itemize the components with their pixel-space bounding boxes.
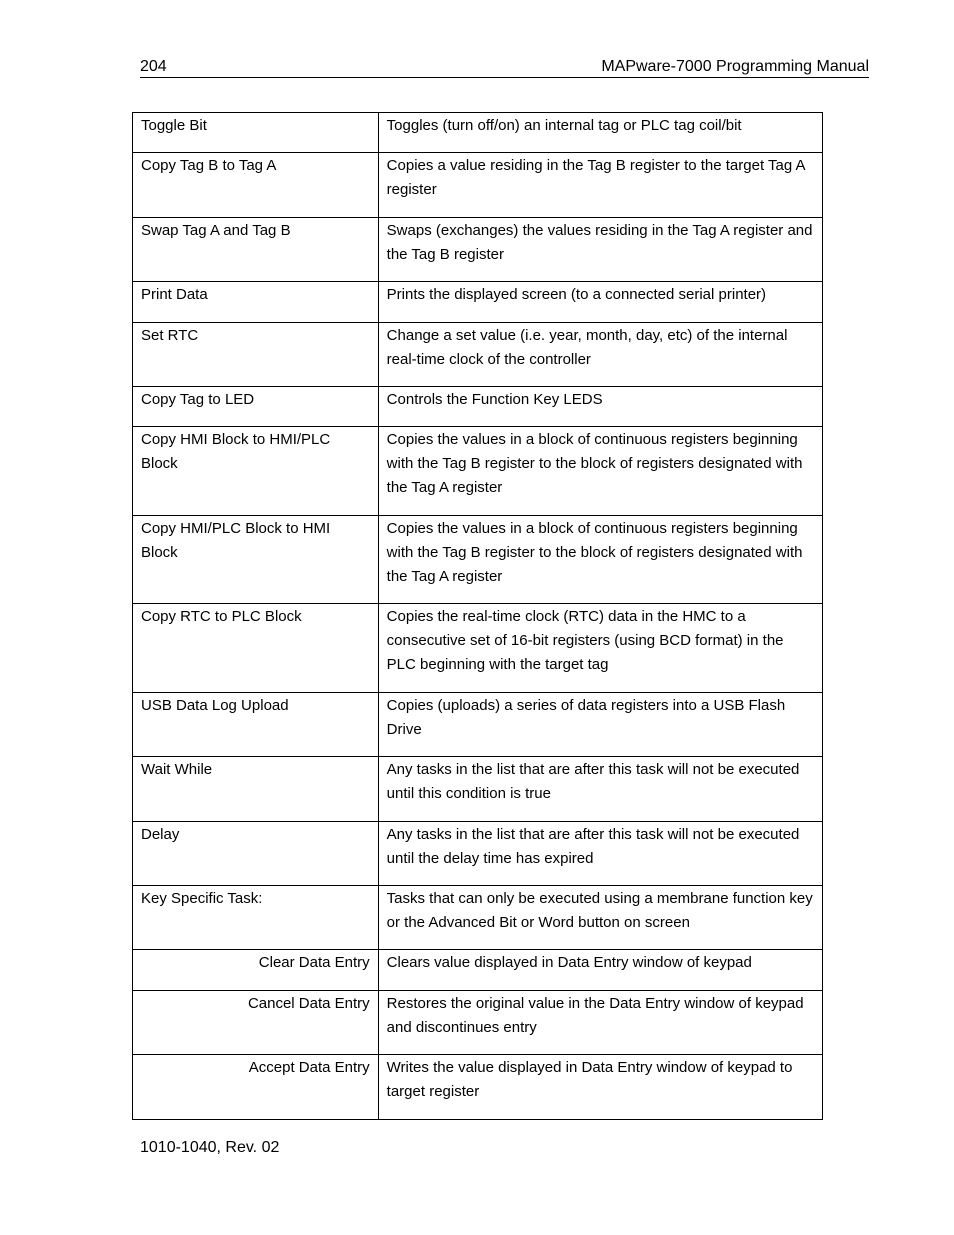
- task-description-cell: Any tasks in the list that are after this task will not be executed until the delay time has expired: [378, 822, 822, 886]
- task-description-cell: Toggles (turn off/on) an internal tag or PLC tag coil/bit: [378, 113, 822, 153]
- table-row: [133, 604, 823, 693]
- table-row: [133, 387, 823, 427]
- table-row: [133, 323, 823, 387]
- task-name-cell: Copy HMI Block to HMI/PLC Block: [133, 427, 379, 516]
- table-row: [133, 153, 823, 218]
- task-description-cell: Copies the values in a block of continuous registers beginning with the Tag B register to the block of registers designated with the Tag A register: [378, 516, 822, 604]
- task-description-cell: Tasks that can only be executed using a membrane function key or the Advanced Bit or Word button on screen: [378, 886, 822, 950]
- task-description-cell: Copies (uploads) a series of data registers into a USB Flash Drive: [378, 693, 822, 757]
- task-name-cell: Copy Tag to LED: [133, 387, 379, 427]
- task-name-cell: Wait While: [133, 757, 379, 822]
- task-description-cell: Copies the values in a block of continuous registers beginning with the Tag B register to the block of registers designated with the Tag A register: [378, 427, 822, 516]
- table-row: [133, 282, 823, 323]
- task-name-cell: Copy HMI/PLC Block to HMI Block: [133, 516, 379, 604]
- task-name-cell: Toggle Bit: [133, 113, 379, 153]
- table-row: [133, 757, 823, 822]
- manual-title: MAPware-7000 Programming Manual: [601, 58, 869, 75]
- task-name-cell: Copy Tag B to Tag A: [133, 153, 379, 218]
- table-row: [133, 991, 823, 1055]
- table-row: [133, 1055, 823, 1120]
- task-name-cell: Set RTC: [133, 323, 379, 387]
- task-name-cell: Key Specific Task:: [133, 886, 379, 950]
- task-name-cell: Copy RTC to PLC Block: [133, 604, 379, 693]
- task-name-cell: Swap Tag A and Tag B: [133, 218, 379, 282]
- task-table: [132, 112, 823, 1120]
- task-description-cell: Any tasks in the list that are after this task will not be executed until this condition is true: [378, 757, 822, 822]
- task-description-cell: Change a set value (i.e. year, month, day, etc) of the internal real-time clock of the controller: [378, 323, 822, 387]
- task-description-cell: Controls the Function Key LEDS: [378, 387, 822, 427]
- page-header: [140, 56, 869, 78]
- task-name-cell: Delay: [133, 822, 379, 886]
- table-row: [133, 113, 823, 153]
- task-name-cell: USB Data Log Upload: [133, 693, 379, 757]
- task-description-cell: Swaps (exchanges) the values residing in the Tag A register and the Tag B register: [378, 218, 822, 282]
- task-table-body: [133, 113, 823, 1120]
- task-description-cell: Prints the displayed screen (to a connected serial printer): [378, 282, 822, 323]
- table-row: [133, 427, 823, 516]
- task-description-cell: Restores the original value in the Data Entry window of keypad and discontinues entry: [378, 991, 822, 1055]
- table-row: [133, 822, 823, 886]
- task-name-cell: Cancel Data Entry: [133, 991, 379, 1055]
- task-name-cell: Clear Data Entry: [133, 950, 379, 991]
- table-row: [133, 218, 823, 282]
- table-row: [133, 516, 823, 604]
- document-number: 1010-1040, Rev. 02: [140, 1139, 280, 1156]
- table-row: [133, 886, 823, 950]
- table-row: [133, 950, 823, 991]
- task-name-cell: Accept Data Entry: [133, 1055, 379, 1120]
- page-footer: [140, 1137, 279, 1158]
- task-description-cell: Copies the real-time clock (RTC) data in the HMC to a consecutive set of 16-bit registers (using BCD format) in the PLC beginning with the target tag: [378, 604, 822, 693]
- task-description-cell: Clears value displayed in Data Entry window of keypad: [378, 950, 822, 991]
- task-name-cell: Print Data: [133, 282, 379, 323]
- task-description-cell: Copies a value residing in the Tag B register to the target Tag A register: [378, 153, 822, 218]
- task-description-cell: Writes the value displayed in Data Entry window of keypad to target register: [378, 1055, 822, 1120]
- page-number: 204: [140, 58, 167, 75]
- table-row: [133, 693, 823, 757]
